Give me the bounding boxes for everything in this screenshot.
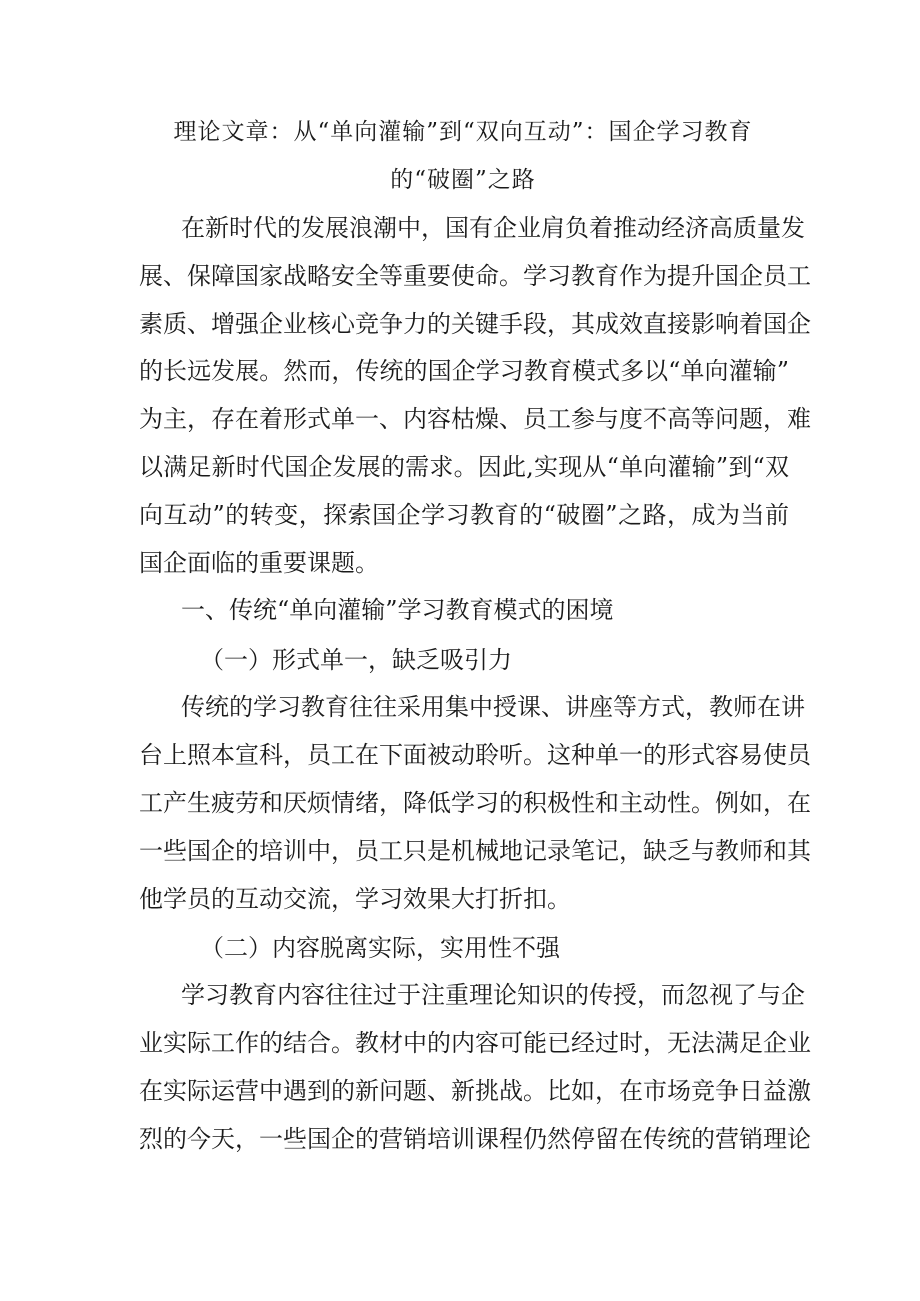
document-title-line-2: 的“破圈”之路 [390, 167, 536, 193]
paragraph-line: 他学员的互动交流，学习效果大打折扣。 [139, 885, 571, 913]
paragraph-line: 在实际运营中遇到的新问题、新挑战。比如，在市场竞争日益激 [139, 1077, 811, 1105]
paragraph-line: 素质、增强企业核心竞争力的关键手段，其成效直接影响着国企 [139, 310, 811, 338]
paragraph-line: 一些国企的培训中，员工只是机械地记录笔记，缺乏与教师和其 [139, 837, 811, 865]
document-title-line-1: 理论文章：从“单向灌输”到“双向互动”：国企学习教育 [173, 119, 753, 145]
paragraph-line: 以满足新时代国企发展的需求。因此,实现从“单向灌输”到“双 [139, 453, 789, 481]
paragraph-line: 在新时代的发展浪潮中，国有企业肩负着推动经济高质量发 [181, 214, 805, 242]
paragraph-line: 展、保障国家战略安全等重要使命。学习教育作为提升国企员工 [139, 262, 811, 290]
paragraph-line: 为主，存在着形式单一、内容枯燥、员工参与度不高等问题，难 [139, 405, 811, 433]
paragraph-line: 工产生疲劳和厌烦情绪，降低学习的积极性和主动性。例如，在 [139, 789, 811, 817]
paragraph-line: 的长远发展。然而，传统的国企学习教育模式多以“单向灌输” [139, 357, 789, 385]
paragraph-line: 向互动”的转变，探索国企学习教育的“破圈”之路，成为当前 [139, 501, 789, 529]
paragraph-line: 国企面临的重要课题。 [139, 549, 379, 577]
section-heading: 一、传统“单向灌输”学习教育模式的困境 [181, 596, 614, 624]
paragraph-line: 业实际工作的结合。教材中的内容可能已经过时，无法满足企业 [139, 1029, 811, 1057]
subsection-heading: （二）内容脱离实际，实用性不强 [200, 934, 560, 962]
subsection-heading: （一）形式单一，缺乏吸引力 [200, 646, 512, 674]
paragraph-line: 传统的学习教育往往采用集中授课、讲座等方式，教师在讲 [181, 693, 805, 721]
paragraph-line: 烈的今天，一些国企的营销培训课程仍然停留在传统的营销理论 [139, 1125, 811, 1153]
paragraph-line: 台上照本宣科，员工在下面被动聆听。这种单一的形式容易使员 [139, 741, 811, 769]
paragraph-line: 学习教育内容往往过于注重理论知识的传授，而忽视了与企 [181, 981, 805, 1009]
